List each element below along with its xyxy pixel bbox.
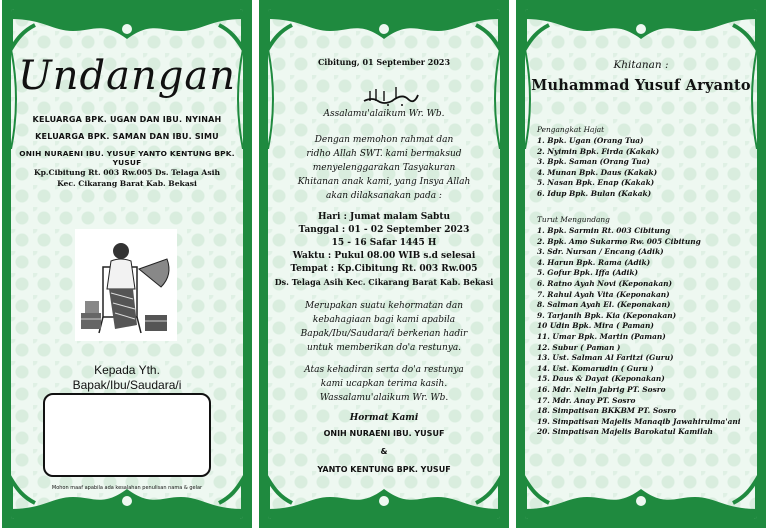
list-item: 18. Simpatisan BKKBM PT. Sosro	[537, 406, 677, 416]
list-item: 3. Sdr. Nursan / Encang (Adik)	[537, 247, 664, 257]
intro-line: akan dilaksanakan pada :	[326, 191, 442, 201]
closing-line: kami ucapkan terima kasih.	[320, 379, 448, 389]
list-item: 10 Udin Bpk. Mira ( Paman)	[537, 321, 654, 331]
bottom-ornament	[268, 475, 500, 519]
ampersand: &	[380, 447, 388, 456]
family-line-1: KELUARGA BPK. UGAN DAN IBU. NYINAH	[32, 115, 222, 124]
family-list-panel	[516, 0, 766, 528]
event-hijri-date: 15 - 16 Safar 1445 H	[331, 238, 437, 248]
cover-panel-inner	[11, 9, 243, 519]
closing-paragraph	[272, 363, 496, 405]
event-time: Waktu : Pukul 08.00 WIB s.d selesai	[292, 251, 476, 261]
kepada-line-1: Kepada Yth.	[94, 363, 160, 377]
host-name-2: YANTO KENTUNG BPK. YUSUF	[317, 465, 451, 474]
intro-line: menyelenggarakan Tasyakuran	[312, 163, 456, 173]
top-ornament	[11, 9, 243, 53]
invitation-text-panel-inner	[268, 9, 500, 519]
honor-line: untuk memberikan do'a restunya.	[306, 343, 462, 353]
honor-line: Merupakan suatu kehormatan dan	[304, 301, 464, 311]
list-item: 2. Bpk. Amo Sukarmo Rw. 005 Cibitung	[537, 236, 701, 246]
family-list-panel-inner	[525, 9, 757, 519]
list-item: 12. Subur ( Paman )	[537, 342, 621, 352]
honor-line: kebahagiaan bagi kami apabila	[312, 315, 456, 325]
list-item: 1. Bpk. Ugan (Orang Tua)	[537, 136, 644, 145]
list-item: 17. Mdr. Anay PT. Sosro	[537, 395, 636, 405]
top-ornament	[525, 9, 757, 53]
event-date: Tanggal : 01 - 02 September 2023	[298, 225, 470, 235]
intro-line: Dengan memohon rahmat dan	[314, 135, 454, 145]
honor-line: Bapak/Ibu/Saudara/i berkenan hadir	[300, 329, 468, 339]
intro-paragraph	[272, 133, 496, 203]
list-item: 13. Ust. Salman Al Faritzi (Guru)	[537, 353, 674, 363]
closing-line: Wassalamu'alaikum Wr. Wb.	[319, 393, 449, 403]
invitation-title: Undangan	[18, 53, 236, 99]
recipient-heading	[11, 363, 243, 393]
hormat-kami: Hormat Kami	[349, 413, 419, 423]
event-place-2: Ds. Telaga Asih Kec. Cikarang Barat Kab. Bekasi	[274, 277, 494, 287]
recipient-name-box[interactable]	[43, 393, 211, 477]
list-item: 6. Idup Bpk. Bulan (Kakak)	[537, 188, 652, 198]
turut-heading: Turut Mengundang	[537, 215, 610, 224]
intro-line: ridho Allah SWT. kami bermaksud	[306, 149, 462, 159]
event-day: Hari : Jumat malam Sabtu	[317, 212, 451, 222]
list-item: 4. Harun Bpk. Rama (Adik)	[537, 257, 651, 267]
list-item: 16. Mdr. Nelin Jabrig PT. Sosro	[537, 384, 666, 394]
list-item: 9. Tarjanih Bpk. Kia (Keponakan)	[537, 310, 677, 320]
bottom-ornament	[525, 475, 757, 519]
list-item: 8. Salman Ayah El. (Keponakan)	[537, 300, 671, 310]
letter-date: Cibitung, 01 September 2023	[317, 57, 451, 67]
list-item: 1. Bpk. Sarmin Rt. 003 Cibitung	[537, 226, 671, 235]
kepada-line-2: Bapak/Ibu/Saudara/i	[72, 378, 182, 392]
list-item: 4. Munan Bpk. Daus (Kakak)	[537, 167, 658, 177]
list-item: 19. Simpatisan Majelis Manaqib Jawahirulma'ani	[537, 416, 741, 426]
illustration-image	[75, 229, 177, 341]
pengangkat-heading: Pengangkat Hajat	[537, 125, 605, 134]
address-line-1: Kp.Cibitung Rt. 003 Rw.005 Ds. Telaga Asih	[33, 168, 220, 177]
event-place: Tempat : Kp.Cibitung Rt. 003 Rw.005	[290, 264, 478, 274]
salam-opening: Assalamu'alaikum Wr. Wb.	[323, 109, 445, 119]
closing-line: Atas kehadiran serta do'a restunya	[304, 365, 464, 375]
apology-note: Mohon maaf apabila ada kesalahan penulisan nama & gelar	[51, 485, 203, 491]
cover-panel	[2, 0, 252, 528]
family-line-3: ONIH NURAENI IBU. YUSUF YANTO KENTUNG BPK. YUSUF	[19, 149, 235, 167]
bismillah-calligraphy	[362, 85, 420, 107]
address-line-2: Kec. Cikarang Barat Kab. Bekasi	[57, 179, 197, 188]
host-name-1: ONIH NURAENI IBU. YUSUF	[323, 429, 445, 438]
honor-paragraph	[272, 299, 496, 355]
child-name: Muhammad Yusuf Aryanto	[531, 77, 751, 94]
list-item: 5. Gofur Bpk. Iffa (Adik)	[537, 268, 638, 278]
pengangkat-list	[537, 136, 751, 200]
bottom-ornament	[11, 475, 243, 519]
list-item: 3. Bpk. Saman (Orang Tua)	[537, 157, 650, 167]
event-details	[272, 211, 496, 289]
list-item: 15. Daus & Dayat (Keponakan)	[537, 374, 665, 384]
invitation-text-panel	[259, 0, 509, 528]
family-line-2: KELUARGA BPK. SAMAN DAN IBU. SIMU	[35, 132, 219, 141]
list-item: 2. Nyimin Bpk. Firda (Kakak)	[537, 146, 660, 156]
list-item: 5. Nasan Bpk. Enap (Kakak)	[537, 178, 655, 188]
turut-list	[537, 226, 751, 438]
top-ornament	[268, 9, 500, 53]
intro-line: Khitanan anak kami, yang Insya Allah	[297, 177, 471, 187]
khitanan-label: Khitanan :	[613, 59, 669, 71]
list-item: 20. Simpatisan Majelis Barokatul Kamilah	[537, 427, 713, 437]
list-item: 6. Ratno Ayah Novi (Keponakan)	[537, 278, 673, 288]
list-item: 14. Ust. Komarudin ( Guru )	[537, 363, 654, 373]
list-item: 7. Rahul Ayah Vita (Keponakan)	[537, 289, 670, 299]
list-item: 11. Umar Bpk. Martin (Paman)	[537, 331, 666, 341]
